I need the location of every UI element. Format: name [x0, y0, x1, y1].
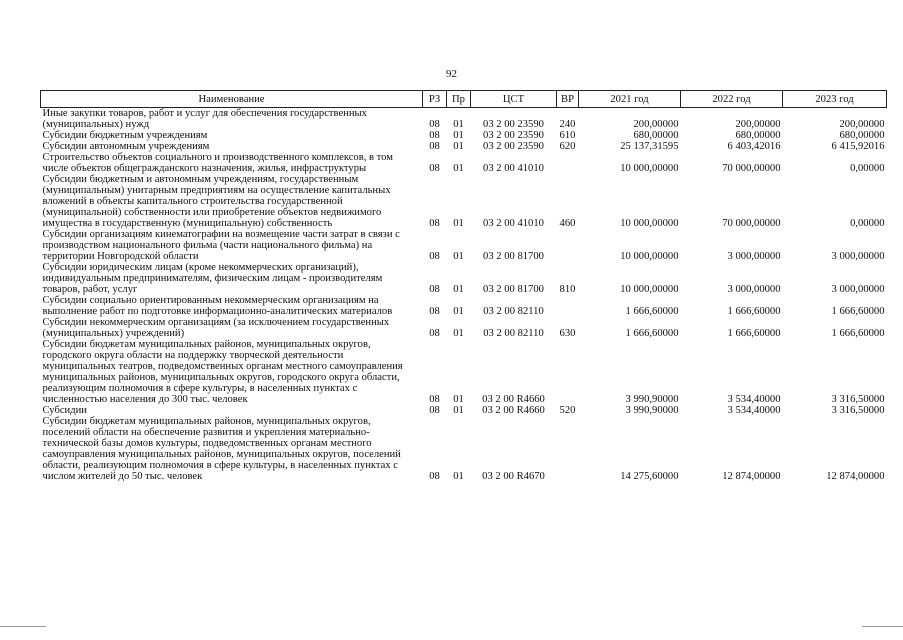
row-value-2021: 680,00000 — [633, 130, 679, 141]
row-value-2022: 680,00000 — [735, 130, 781, 141]
row-value-2021: 10 000,00000 — [620, 284, 679, 295]
table-row — [41, 130, 887, 141]
row-pr: 01 — [453, 394, 464, 405]
row-value-2021: 14 275,60000 — [620, 471, 679, 482]
row-cst: 03 2 00 23590 — [483, 119, 544, 130]
row-value-2022: 3 534,40000 — [727, 394, 781, 405]
row-pr: 01 — [453, 130, 464, 141]
row-cst: 03 2 00 41010 — [483, 163, 544, 174]
row-value-2022: 1 666,60000 — [727, 306, 781, 317]
row-cst: 03 2 00 81700 — [483, 251, 544, 262]
row-vr: 630 — [559, 328, 576, 339]
row-rz: 08 — [429, 394, 440, 405]
row-vr: 520 — [559, 405, 576, 416]
page-edge-mark — [0, 626, 46, 627]
table-header-row — [41, 91, 887, 108]
row-rz: 08 — [429, 405, 440, 416]
row-value-2023: 3 316,50000 — [831, 394, 885, 405]
row-pr: 01 — [453, 328, 464, 339]
row-name: Субсидии бюджетам муниципальных районов, муниципальных округов, городского округа области на поддержку творческой деятельности муниципальных театров, подведомственных органам местного самоуправления муниципальных районов, муниципальных округов, городского округа области, реализующим полномочия в сфере культуры, в населенных пунктах с численностью населения до 300 тыс. человек — [42, 339, 403, 405]
row-vr: 620 — [559, 141, 576, 152]
row-name: Субсидии автономным учреждениям — [42, 141, 210, 152]
row-value-2023: 0,00000 — [850, 163, 885, 174]
header-vr: ВР — [557, 91, 579, 108]
row-cst: 03 2 00 23590 — [483, 130, 544, 141]
row-value-2022: 3 534,40000 — [727, 405, 781, 416]
header-2021: 2021 год — [579, 91, 681, 108]
row-rz: 08 — [429, 251, 440, 262]
row-vr — [557, 152, 579, 174]
row-value-2022: 70 000,00000 — [722, 163, 781, 174]
header-name: Наименование — [41, 91, 423, 108]
row-name: Иные закупки товаров, работ и услуг для обеспечения государственных (муниципальных) нужд — [42, 108, 367, 130]
row-cst: 03 2 00 82110 — [483, 328, 544, 339]
row-pr: 01 — [453, 119, 464, 130]
table-row — [41, 229, 887, 262]
row-pr: 01 — [453, 251, 464, 262]
row-cst: 03 2 00 R4670 — [482, 471, 545, 482]
row-value-2021: 3 990,90000 — [625, 394, 679, 405]
row-cst: 03 2 00 81700 — [483, 284, 544, 295]
table-row — [41, 141, 887, 152]
row-pr: 01 — [453, 284, 464, 295]
row-rz: 08 — [429, 130, 440, 141]
row-value-2022: 6 403,42016 — [727, 141, 781, 152]
row-cst: 03 2 00 R4660 — [482, 405, 545, 416]
row-pr: 01 — [453, 471, 464, 482]
table-row — [41, 416, 887, 482]
row-value-2022: 12 874,00000 — [722, 471, 781, 482]
row-value-2022: 70 000,00000 — [722, 218, 781, 229]
table-row — [41, 262, 887, 295]
table-row — [41, 339, 887, 405]
row-value-2021: 10 000,00000 — [620, 251, 679, 262]
row-vr — [557, 339, 579, 405]
row-vr: 240 — [559, 119, 576, 130]
row-value-2022: 3 000,00000 — [727, 284, 781, 295]
row-value-2021: 200,00000 — [633, 119, 679, 130]
row-name: Субсидии организациям кинематографии на возмещение части затрат в связи с производством национального фильма (части национального фильма) на территории Новгородской области — [42, 229, 400, 262]
row-rz: 08 — [429, 163, 440, 174]
row-value-2021: 3 990,90000 — [625, 405, 679, 416]
row-rz: 08 — [429, 328, 440, 339]
header-pr: Пр — [447, 91, 471, 108]
row-name: Субсидии юридическим лицам (кроме некоммерческих организаций), индивидуальным предпринимателям, физическим лицам - производителям товаров, работ, услуг — [42, 262, 383, 295]
table-row — [41, 108, 887, 131]
row-value-2021: 25 137,31595 — [620, 141, 679, 152]
table-row — [41, 295, 887, 317]
row-rz: 08 — [429, 119, 440, 130]
row-rz: 08 — [429, 471, 440, 482]
row-rz: 08 — [429, 141, 440, 152]
row-value-2023: 12 874,00000 — [826, 471, 885, 482]
table-row — [41, 317, 887, 339]
row-value-2023: 1 666,60000 — [831, 328, 885, 339]
row-value-2021: 1 666,60000 — [625, 306, 679, 317]
row-value-2023: 3 000,00000 — [831, 251, 885, 262]
row-rz: 08 — [429, 284, 440, 295]
row-name: Субсидии бюджетным учреждениям — [42, 130, 208, 141]
row-value-2023: 200,00000 — [839, 119, 885, 130]
row-value-2023: 0,00000 — [850, 218, 885, 229]
row-cst: 03 2 00 R4660 — [482, 394, 545, 405]
row-pr: 01 — [453, 163, 464, 174]
row-value-2023: 6 415,92016 — [831, 141, 885, 152]
row-cst: 03 2 00 41010 — [483, 218, 544, 229]
row-name: Субсидии бюджетам муниципальных районов, муниципальных округов, поселений области на обеспечение развития и укрепления материально-технической базы домов культуры, подведомственных органам местного самоуправления муниципальных районов, муниципальных округов, поселений области, реализующим полномочия в сфере культуры, в населенных пунктах с числом жителей до 50 тыс. человек — [42, 416, 401, 482]
row-cst: 03 2 00 23590 — [483, 141, 544, 152]
row-value-2022: 3 000,00000 — [727, 251, 781, 262]
row-vr — [557, 229, 579, 262]
row-value-2021: 1 666,60000 — [625, 328, 679, 339]
header-2022: 2022 год — [681, 91, 783, 108]
table-row — [41, 152, 887, 174]
page-edge-mark — [862, 626, 903, 627]
row-value-2023: 1 666,60000 — [831, 306, 885, 317]
page-number: 92 — [446, 68, 457, 80]
table-row — [41, 174, 887, 229]
row-pr: 01 — [453, 218, 464, 229]
row-name: Субсидии социально ориентированным некоммерческим организациям на выполнение работ по подготовке информационно-аналитических материалов — [42, 295, 393, 317]
row-name: Субсидии — [42, 405, 87, 416]
row-pr: 01 — [453, 306, 464, 317]
row-value-2022: 1 666,60000 — [727, 328, 781, 339]
row-value-2023: 680,00000 — [839, 130, 885, 141]
row-rz: 08 — [429, 218, 440, 229]
header-rz: РЗ — [423, 91, 447, 108]
row-value-2022: 200,00000 — [735, 119, 781, 130]
row-value-2021: 10 000,00000 — [620, 163, 679, 174]
row-cst: 03 2 00 82110 — [483, 306, 544, 317]
row-vr: 460 — [559, 218, 576, 229]
row-value-2023: 3 316,50000 — [831, 405, 885, 416]
header-2023: 2023 год — [783, 91, 887, 108]
row-pr: 01 — [453, 141, 464, 152]
table-row — [41, 405, 887, 416]
row-rz: 08 — [429, 306, 440, 317]
header-cst: ЦСТ — [471, 91, 557, 108]
row-pr: 01 — [453, 405, 464, 416]
row-name: Субсидии некоммерческим организациям (за исключением государственных (муниципальных) учреждений) — [42, 317, 390, 339]
row-vr: 810 — [559, 284, 576, 295]
row-vr: 610 — [559, 130, 576, 141]
row-value-2023: 3 000,00000 — [831, 284, 885, 295]
row-value-2021: 10 000,00000 — [620, 218, 679, 229]
row-vr — [557, 295, 579, 317]
budget-table — [40, 90, 887, 482]
row-name: Субсидии бюджетным и автономным учреждениям, государственным (муниципальным) унитарным предприятиям на осуществление капитальных вложений в объекты капитального строительства государственной (муниципальной) собственности или приобретение объектов недвижимого имущества в государственную (муниципальную) собственность — [42, 174, 391, 229]
row-vr — [557, 416, 579, 482]
row-name: Строительство объектов социального и производственного комплексов, в том числе объектов общегражданского назначения, жилья, инфраструктуры — [42, 152, 393, 174]
